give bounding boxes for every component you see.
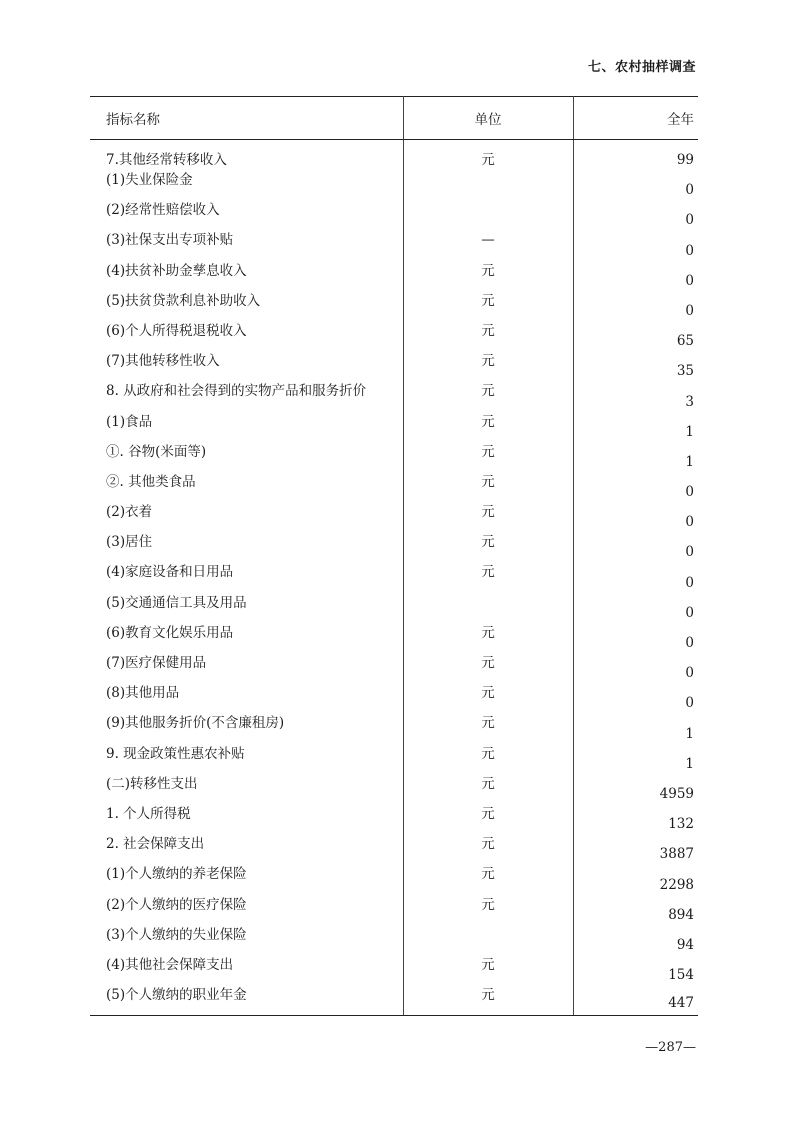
page-number: —287— xyxy=(645,1040,696,1055)
row-value: 0 xyxy=(685,242,694,259)
table-row xyxy=(90,623,698,653)
table-row xyxy=(90,442,698,472)
row-indicator-name: (3)居住 xyxy=(90,532,403,562)
row-indicator-name: (8)其他用品 xyxy=(90,683,403,713)
row-indicator-name: (5)个人缴纳的职业年金 xyxy=(90,985,403,1015)
column-header-value: 全年 xyxy=(573,97,698,140)
row-indicator-name: (6)个人所得税退税收入 xyxy=(90,321,403,351)
row-unit: 元 xyxy=(403,623,573,653)
row-value: 0 xyxy=(685,302,694,319)
row-unit: 元 xyxy=(403,864,573,894)
table-row xyxy=(90,834,698,864)
table-row xyxy=(90,261,698,291)
row-value: 0 xyxy=(685,272,694,289)
row-value: 0 xyxy=(685,665,694,682)
row-indicator-name: (7)医疗保健用品 xyxy=(90,653,403,683)
row-unit xyxy=(403,170,573,200)
row-value: 65 xyxy=(676,333,694,350)
row-unit xyxy=(403,925,573,955)
table-row xyxy=(90,381,698,411)
row-unit: 元 xyxy=(403,261,573,291)
table-row xyxy=(90,593,698,623)
row-unit xyxy=(403,200,573,230)
row-value: 0 xyxy=(685,212,694,229)
row-indicator-name: 2. 社会保障支出 xyxy=(90,834,403,864)
row-indicator-name: (5)扶贫贷款利息补助收入 xyxy=(90,291,403,321)
table-header-row xyxy=(90,97,698,140)
row-value: 0 xyxy=(685,182,694,199)
row-unit: 元 xyxy=(403,381,573,411)
row-value: 1 xyxy=(685,423,694,440)
table-row xyxy=(90,985,698,1015)
row-indicator-name: 1. 个人所得税 xyxy=(90,804,403,834)
table-row xyxy=(90,955,698,985)
row-indicator-name: (7)其他转移性收入 xyxy=(90,351,403,381)
row-value: 154 xyxy=(668,967,694,984)
table-header xyxy=(90,97,698,140)
table-row xyxy=(90,895,698,925)
row-value: 1 xyxy=(685,453,694,470)
row-value: 94 xyxy=(676,936,694,953)
row-unit: 元 xyxy=(403,774,573,804)
row-indicator-name: (4)扶贫补助金孳息收入 xyxy=(90,261,403,291)
row-value: 3887 xyxy=(659,846,694,863)
column-header-name: 指标名称 xyxy=(90,97,403,140)
section-title: 七、农村抽样调查 xyxy=(587,60,696,75)
row-unit: 元 xyxy=(403,532,573,562)
row-unit: 元 xyxy=(403,895,573,925)
row-indicator-name: (3)个人缴纳的失业保险 xyxy=(90,925,403,955)
row-indicator-name: ②. 其他类食品 xyxy=(90,472,403,502)
row-indicator-name: (2)个人缴纳的医疗保险 xyxy=(90,895,403,925)
row-unit: 元 xyxy=(403,502,573,532)
row-value: 0 xyxy=(685,695,694,712)
row-unit: 元 xyxy=(403,472,573,502)
row-value: 0 xyxy=(685,574,694,591)
table-row xyxy=(90,925,698,955)
row-indicator-name: ①. 谷物(米面等) xyxy=(90,442,403,472)
row-unit: 元 xyxy=(403,442,573,472)
row-indicator-name: (1)个人缴纳的养老保险 xyxy=(90,864,403,894)
row-unit: 元 xyxy=(403,351,573,381)
row-value: 3 xyxy=(685,393,694,410)
row-value: 0 xyxy=(685,514,694,531)
row-unit: 元 xyxy=(403,713,573,743)
table-row xyxy=(90,774,698,804)
table-row xyxy=(90,562,698,592)
row-unit: 元 xyxy=(403,653,573,683)
row-value: 4959 xyxy=(659,785,694,802)
row-indicator-name: 9. 现金政策性惠农补贴 xyxy=(90,744,403,774)
row-unit: 元 xyxy=(403,140,573,171)
table-body xyxy=(90,140,698,1016)
row-indicator-name: (二)转移性支出 xyxy=(90,774,403,804)
table-row xyxy=(90,502,698,532)
table-row xyxy=(90,140,698,171)
row-unit: 元 xyxy=(403,683,573,713)
row-indicator-name: (1)食品 xyxy=(90,412,403,442)
row-indicator-name: (4)其他社会保障支出 xyxy=(90,955,403,985)
table-row xyxy=(90,653,698,683)
row-indicator-name: (5)交通通信工具及用品 xyxy=(90,593,403,623)
row-value: 2298 xyxy=(659,876,694,893)
row-value: 99 xyxy=(676,152,694,168)
row-unit: — xyxy=(403,230,573,260)
row-indicator-name: (1)失业保险金 xyxy=(90,170,403,200)
table-row xyxy=(90,351,698,381)
table-row xyxy=(90,412,698,442)
row-value: 132 xyxy=(668,816,694,833)
row-indicator-name: (2)衣着 xyxy=(90,502,403,532)
statistics-table xyxy=(90,96,698,1016)
row-value: 0 xyxy=(685,484,694,501)
table-row xyxy=(90,804,698,834)
table-row xyxy=(90,230,698,260)
row-unit xyxy=(403,593,573,623)
row-value: 1 xyxy=(685,755,694,772)
table-row xyxy=(90,200,698,230)
row-unit: 元 xyxy=(403,985,573,1015)
table-row xyxy=(90,713,698,743)
row-indicator-name: 8. 从政府和社会得到的实物产品和服务折价 xyxy=(90,381,403,411)
row-value: 894 xyxy=(668,906,694,923)
row-unit: 元 xyxy=(403,562,573,592)
statistics-table-container xyxy=(90,96,698,1016)
table-row xyxy=(90,744,698,774)
row-unit: 元 xyxy=(403,955,573,985)
table-row xyxy=(90,291,698,321)
row-value: 35 xyxy=(676,363,694,380)
table-row xyxy=(90,170,698,200)
row-indicator-name: (3)社保支出专项补贴 xyxy=(90,230,403,260)
table-row xyxy=(90,683,698,713)
table-row xyxy=(90,321,698,351)
row-indicator-name: (2)经常性赔偿收入 xyxy=(90,200,403,230)
row-unit: 元 xyxy=(403,834,573,864)
row-value: 0 xyxy=(685,604,694,621)
row-value: 1 xyxy=(685,725,694,742)
row-indicator-name: (9)其他服务折价(不含廉租房) xyxy=(90,713,403,743)
row-value: 0 xyxy=(685,635,694,651)
row-unit: 元 xyxy=(403,291,573,321)
row-unit: 元 xyxy=(403,321,573,351)
row-indicator-name: (6)教育文化娱乐用品 xyxy=(90,623,403,653)
row-unit: 元 xyxy=(403,412,573,442)
table-row xyxy=(90,472,698,502)
row-indicator-name: (4)家庭设备和日用品 xyxy=(90,562,403,592)
table-row xyxy=(90,532,698,562)
row-value: 0 xyxy=(685,544,694,561)
row-unit: 元 xyxy=(403,804,573,834)
row-unit: 元 xyxy=(403,744,573,774)
table-row xyxy=(90,864,698,894)
row-value: 447 xyxy=(573,985,698,1015)
column-header-unit: 单位 xyxy=(403,97,573,140)
row-indicator-name: 7.其他经常转移收入 xyxy=(90,140,403,171)
